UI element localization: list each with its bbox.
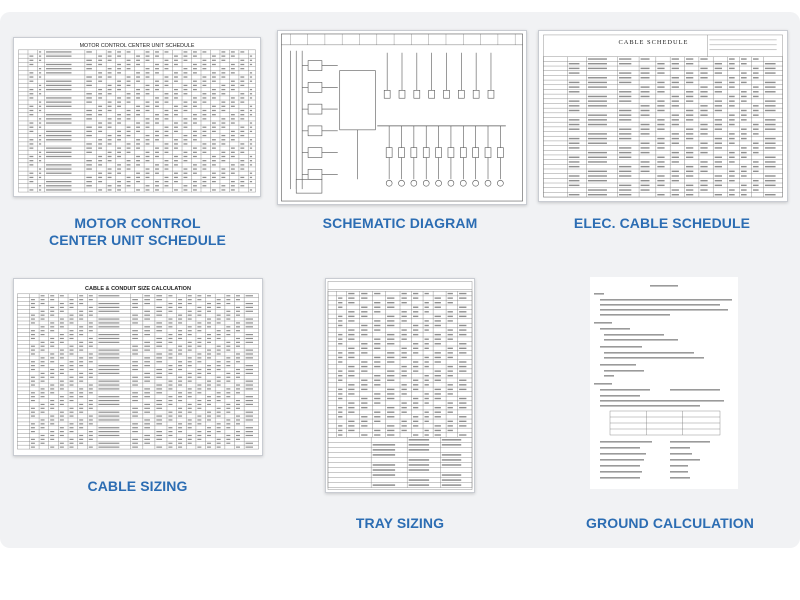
label-elec-cable-schedule	[557, 215, 767, 232]
label-line-1: CABLE SIZING	[87, 478, 188, 494]
label-line-1: SCHEMATIC DIAGRAM	[322, 215, 478, 231]
cable-thumb-title: CABLE SCHEDULE	[618, 38, 689, 46]
mcc-thumb-title: MOTOR CONTROL CENTER UNIT SCHEDULE	[79, 42, 195, 49]
label-schematic-diagram	[290, 215, 510, 232]
label-ground-calculation	[570, 515, 770, 532]
label-line-1: GROUND CALCULATION	[586, 515, 754, 531]
card-schematic-diagram[interactable]	[270, 12, 532, 282]
card-cable-sizing[interactable]	[0, 274, 270, 534]
cable-sizing-thumbnail	[13, 278, 263, 456]
label-mcc-schedule	[40, 215, 235, 249]
card-tray-sizing[interactable]	[300, 274, 500, 534]
label-line-1: MOTOR CONTROL	[74, 215, 201, 231]
card-mcc-schedule[interactable]	[0, 12, 270, 282]
document-gallery-panel	[0, 12, 800, 548]
label-tray-sizing	[320, 515, 480, 532]
label-line-1: ELEC. CABLE SCHEDULE	[573, 215, 751, 231]
card-elec-cable-schedule[interactable]	[532, 12, 800, 282]
ground-calculation-thumbnail	[590, 277, 738, 489]
card-ground-calculation[interactable]	[560, 274, 800, 534]
cable-sizing-thumb-title: CABLE & CONDUIT SIZE CALCULATION	[85, 285, 191, 292]
elec-cable-schedule-thumbnail	[538, 30, 788, 202]
label-line-2: CENTER UNIT SCHEDULE	[48, 232, 226, 248]
schematic-diagram-thumbnail	[277, 30, 527, 205]
mcc-schedule-thumbnail	[13, 37, 261, 197]
label-cable-sizing	[40, 478, 235, 495]
label-line-1: TRAY SIZING	[355, 515, 445, 531]
tray-sizing-thumbnail	[325, 278, 475, 493]
